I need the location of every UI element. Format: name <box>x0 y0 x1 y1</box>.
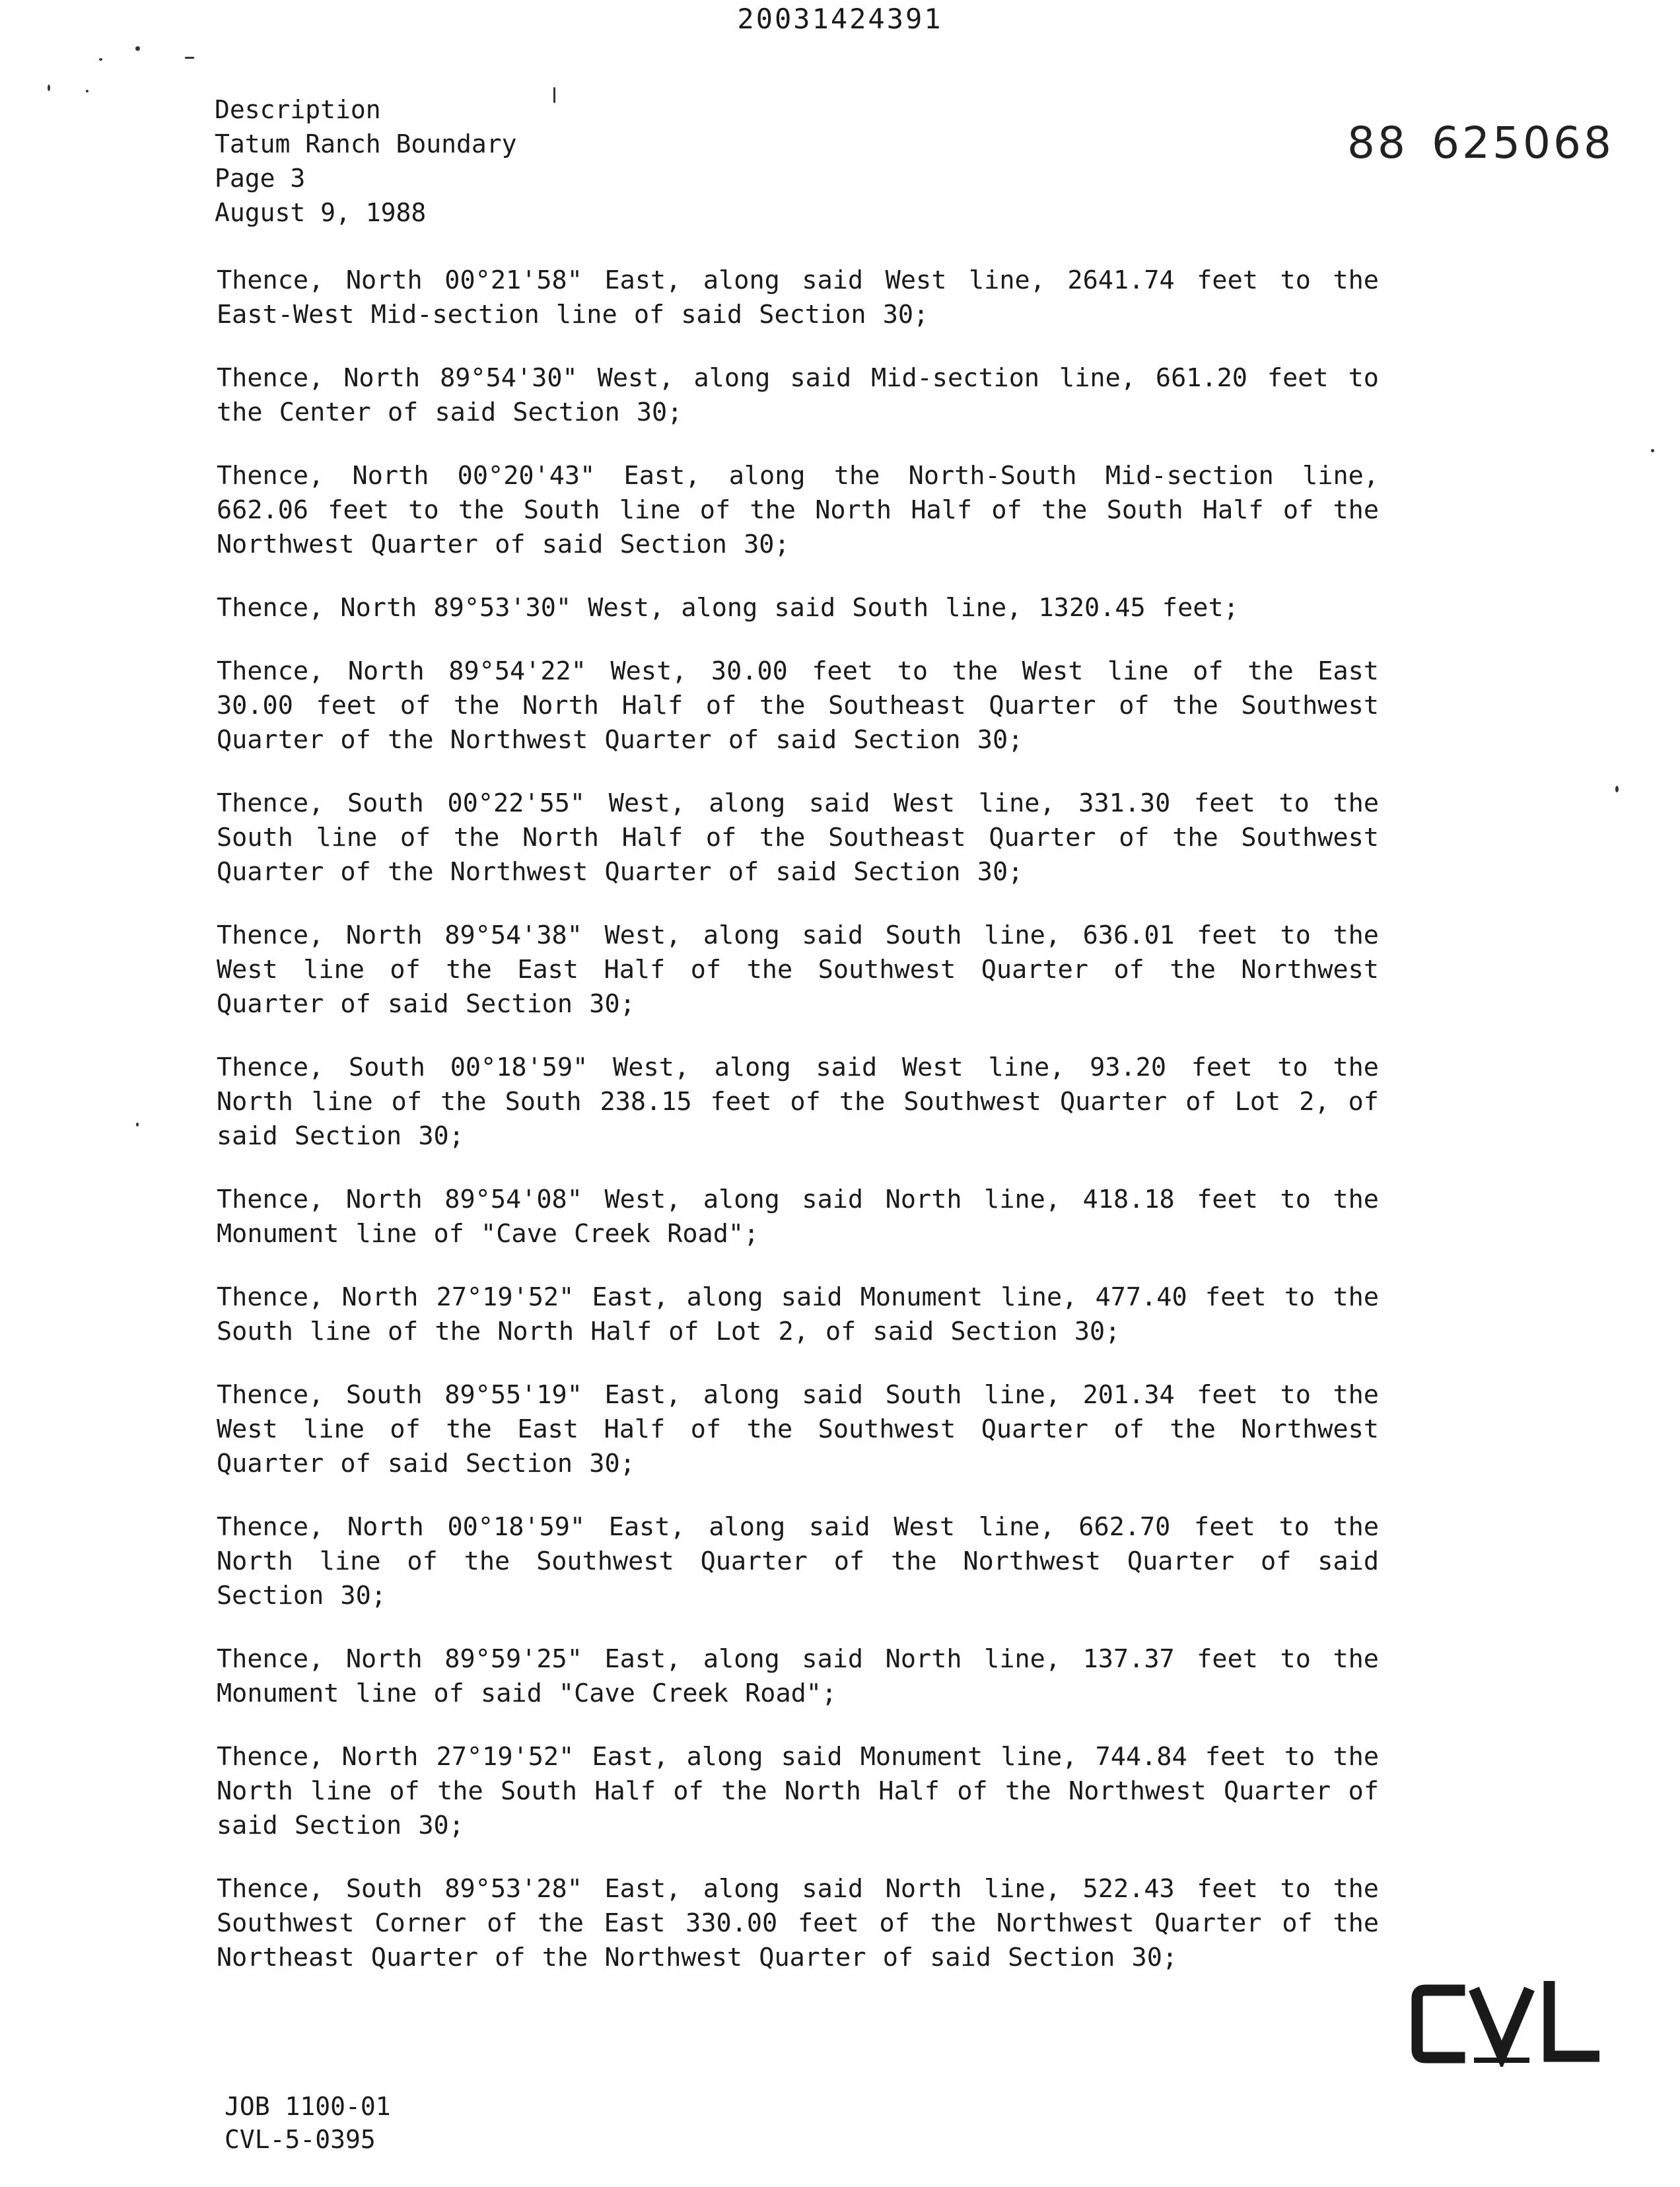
recording-prefix: 88 <box>1347 118 1408 168</box>
boundary-course-paragraph: Thence, North 27°19'52" East, along said Monument line, 744.84 feet to the North line of the South Half of the North Half of the Northwest Quarter of said Section 30; <box>217 1741 1379 1840</box>
legal-description-body <box>217 238 1379 2004</box>
scan-speck <box>185 57 194 59</box>
job-number: JOB 1100-01 <box>225 2092 391 2121</box>
boundary-course-paragraph: Thence, North 00°21'58" East, along said West line, 2641.74 feet to the East-West Mid-section line of said Section 30; <box>217 265 1379 330</box>
scan-speck <box>1615 786 1619 792</box>
scan-speck <box>135 46 140 51</box>
scan-speck <box>48 85 50 91</box>
document-number: 20031424391 <box>737 3 943 35</box>
header-page: Page 3 <box>215 164 306 193</box>
boundary-course-paragraph: Thence, South 89°55'19" East, along said South line, 201.34 feet to the West line of the East Half of the Southwest Quarter of the Northwest Quarter of said Section 30; <box>217 1379 1379 1478</box>
boundary-course-paragraph: Thence, North 00°18'59" East, along said West line, 662.70 feet to the North line of the Southwest Quarter of the Northwest Quarter of said Section 30; <box>217 1511 1379 1611</box>
boundary-course-paragraph: Thence, North 27°19'52" East, along said Monument line, 477.40 feet to the South line of the North Half of Lot 2, of said Section 30; <box>217 1282 1379 1346</box>
header-project: Tatum Ranch Boundary <box>215 129 517 158</box>
boundary-course-paragraph: Thence, North 89°54'30" West, along said Mid-section line, 661.20 feet to the Center of said Section 30; <box>217 363 1379 427</box>
header-block <box>215 92 517 230</box>
boundary-course-paragraph: Thence, South 00°18'59" West, along said West line, 93.20 feet to the North line of the South 238.15 feet of the Southwest Quarter of Lot 2, of said Section 30; <box>217 1052 1379 1151</box>
header-date: August 9, 1988 <box>215 198 427 227</box>
scan-speck <box>1651 449 1654 452</box>
cvl-logo-letter-l <box>1549 1986 1595 2056</box>
header-description: Description <box>215 95 381 124</box>
boundary-course-paragraph: Thence, North 00°20'43" East, along the North-South Mid-section line, 662.06 feet to the South line of the North Half of the South Half of the Northwest Quarter of said Section 30; <box>217 460 1379 559</box>
cvl-logo-letter-v <box>1474 1989 1529 2055</box>
boundary-course-paragraph: Thence, North 89°59'25" East, along said North line, 137.37 feet to the Monument line of said "Cave Creek Road"; <box>217 1644 1379 1708</box>
cvl-logo-letter-c <box>1417 1990 1459 2058</box>
boundary-course-paragraph: Thence, South 00°22'55" West, along said West line, 331.30 feet to the South line of the North Half of the Southeast Quarter of the Southwest Quarter of the Northwest Quarter of said Section 30; <box>217 788 1379 887</box>
boundary-course-paragraph: Thence, South 89°53'28" East, along said North line, 522.43 feet to the Southwest Corner of the East 330.00 feet of the Northwest Quarter of the Northeast Quarter of the Northwest Quarter of said Section 30; <box>217 1873 1379 1972</box>
boundary-course-paragraph: Thence, North 89°54'08" West, along said North line, 418.18 feet to the Monument line of "Cave Creek Road"; <box>217 1184 1379 1249</box>
cvl-logo <box>1408 1981 1599 2067</box>
boundary-course-paragraph: Thence, North 89°53'30" West, along said South line, 1320.45 feet; <box>217 592 1239 623</box>
boundary-course-paragraph: Thence, North 89°54'38" West, along said South line, 636.01 feet to the West line of the East Half of the Southwest Quarter of the Northwest Quarter of said Section 30; <box>217 920 1379 1019</box>
recording-number <box>1347 118 1614 168</box>
scan-speck <box>136 1123 139 1127</box>
scan-speck <box>553 87 555 103</box>
footer <box>225 2090 391 2156</box>
scan-speck <box>86 90 88 92</box>
recording-value: 625068 <box>1431 118 1614 168</box>
cvl-reference: CVL-5-0395 <box>225 2125 376 2154</box>
scan-speck <box>99 58 102 61</box>
boundary-course-paragraph: Thence, North 89°54'22" West, 30.00 feet to the West line of the East 30.00 feet of the North Half of the Southeast Quarter of the Southwest Quarter of the Northwest Quarter of said Section 30; <box>217 656 1379 755</box>
